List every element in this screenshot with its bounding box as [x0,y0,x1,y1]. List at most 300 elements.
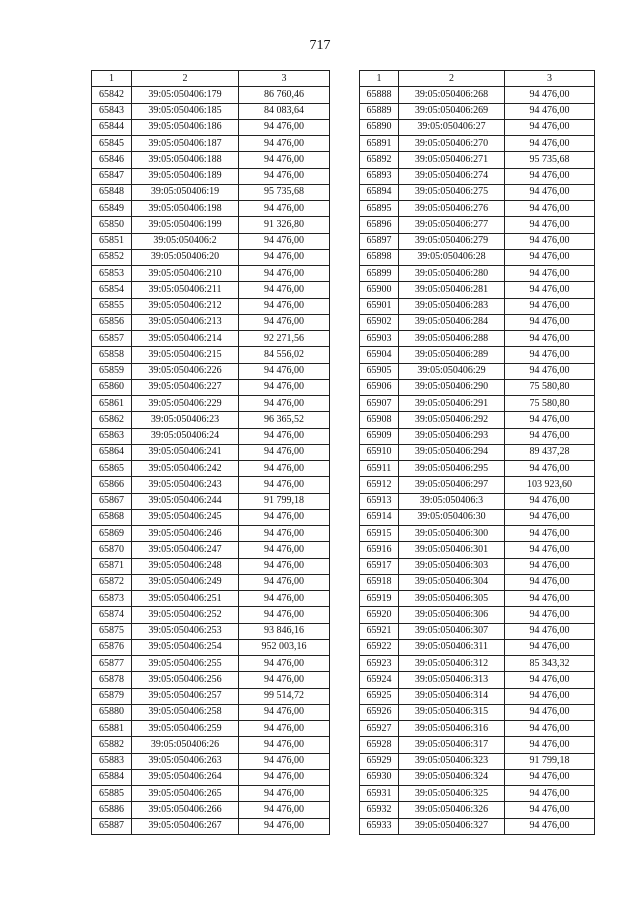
row-number-cell: 65911 [360,461,399,477]
cadastral-number-cell: 39:05:050406:313 [399,672,505,688]
cadastral-number-cell: 39:05:050406:20 [132,249,239,265]
table-row [360,282,595,298]
table-row [360,314,595,330]
row-number-cell: 65928 [360,737,399,753]
value-cell: 94 476,00 [505,331,595,347]
cadastral-number-cell: 39:05:050406:265 [132,786,239,802]
cadastral-number-cell: 39:05:050406:252 [132,607,239,623]
row-number-cell: 65913 [360,493,399,509]
cadastral-number-cell: 39:05:050406:23 [132,412,239,428]
row-number-cell: 65898 [360,249,399,265]
cadastral-number-cell: 39:05:050406:284 [399,314,505,330]
cadastral-number-cell: 39:05:050406:24 [132,428,239,444]
table-row [360,639,595,655]
row-number-cell: 65922 [360,639,399,655]
row-number-cell: 65904 [360,347,399,363]
cadastral-number-cell: 39:05:050406:263 [132,753,239,769]
table-row [92,266,330,282]
row-number-cell: 65920 [360,607,399,623]
value-cell: 94 476,00 [239,818,330,834]
table-row [360,509,595,525]
value-cell: 94 476,00 [239,282,330,298]
table-row [360,688,595,704]
table-row [360,574,595,590]
table-row [360,331,595,347]
value-cell: 94 476,00 [505,412,595,428]
value-cell: 94 476,00 [505,721,595,737]
value-cell: 94 476,00 [239,607,330,623]
table-row [92,314,330,330]
value-cell: 94 476,00 [239,298,330,314]
value-cell: 94 476,00 [505,493,595,509]
value-cell: 94 476,00 [239,526,330,542]
value-cell: 94 476,00 [239,444,330,460]
row-number-cell: 65870 [92,542,132,558]
cadastral-number-cell: 39:05:050406:325 [399,786,505,802]
table-row [360,87,595,103]
table-row [92,168,330,184]
row-number-cell: 65862 [92,412,132,428]
header-col-2: 2 [399,71,505,87]
cadastral-number-cell: 39:05:050406:291 [399,396,505,412]
cadastral-number-cell: 39:05:050406:244 [132,493,239,509]
cadastral-number-cell: 39:05:050406:26 [132,737,239,753]
table-row [360,704,595,720]
value-cell: 94 476,00 [239,379,330,395]
cadastral-table-left [91,70,330,835]
table-row [92,412,330,428]
cadastral-number-cell: 39:05:050406:255 [132,656,239,672]
cadastral-number-cell: 39:05:050406:226 [132,363,239,379]
table-row [92,201,330,217]
value-cell: 92 271,56 [239,331,330,347]
cadastral-number-cell: 39:05:050406:281 [399,282,505,298]
value-cell: 94 476,00 [239,542,330,558]
header-col-3: 3 [239,71,330,87]
row-number-cell: 65848 [92,184,132,200]
row-number-cell: 65907 [360,396,399,412]
cadastral-number-cell: 39:05:050406:288 [399,331,505,347]
value-cell: 94 476,00 [239,249,330,265]
value-cell: 94 476,00 [505,509,595,525]
table-row [360,249,595,265]
value-cell: 94 476,00 [505,282,595,298]
cadastral-number-cell: 39:05:050406:189 [132,168,239,184]
value-cell: 94 476,00 [239,786,330,802]
row-number-cell: 65914 [360,509,399,525]
table-row [360,363,595,379]
value-cell: 94 476,00 [505,184,595,200]
row-number-cell: 65919 [360,591,399,607]
row-number-cell: 65915 [360,526,399,542]
row-number-cell: 65847 [92,168,132,184]
header-col-2: 2 [132,71,239,87]
row-number-cell: 65864 [92,444,132,460]
value-cell: 94 476,00 [505,526,595,542]
row-number-cell: 65869 [92,526,132,542]
row-number-cell: 65878 [92,672,132,688]
row-number-cell: 65908 [360,412,399,428]
row-number-cell: 65861 [92,396,132,412]
cadastral-number-cell: 39:05:050406:315 [399,704,505,720]
table-row [360,607,595,623]
table-row [92,103,330,119]
row-number-cell: 65892 [360,152,399,168]
table-row [360,233,595,249]
value-cell: 91 799,18 [505,753,595,769]
row-number-cell: 65927 [360,721,399,737]
cadastral-number-cell: 39:05:050406:294 [399,444,505,460]
value-cell: 75 580,80 [505,396,595,412]
row-number-cell: 65844 [92,119,132,135]
row-number-cell: 65930 [360,769,399,785]
row-number-cell: 65909 [360,428,399,444]
cadastral-number-cell: 39:05:050406:283 [399,298,505,314]
value-cell: 94 476,00 [505,266,595,282]
value-cell: 94 476,00 [505,119,595,135]
row-number-cell: 65895 [360,201,399,217]
value-cell: 94 476,00 [505,201,595,217]
cadastral-number-cell: 39:05:050406:3 [399,493,505,509]
table-row [360,818,595,834]
cadastral-number-cell: 39:05:050406:276 [399,201,505,217]
value-cell: 94 476,00 [505,688,595,704]
table-body-right [360,87,595,835]
row-number-cell: 65877 [92,656,132,672]
table-row [360,802,595,818]
value-cell: 96 365,52 [239,412,330,428]
row-number-cell: 65923 [360,656,399,672]
row-number-cell: 65865 [92,461,132,477]
table-row [92,119,330,135]
value-cell: 94 476,00 [505,574,595,590]
value-cell: 91 326,80 [239,217,330,233]
row-number-cell: 65910 [360,444,399,460]
value-cell: 94 476,00 [505,363,595,379]
row-number-cell: 65866 [92,477,132,493]
row-number-cell: 65900 [360,282,399,298]
table-row [92,136,330,152]
row-number-cell: 65912 [360,477,399,493]
table-body-left [92,87,330,835]
row-number-cell: 65889 [360,103,399,119]
cadastral-number-cell: 39:05:050406:271 [399,152,505,168]
value-cell: 94 476,00 [239,119,330,135]
table-row [92,818,330,834]
value-cell: 94 476,00 [239,428,330,444]
row-number-cell: 65875 [92,623,132,639]
row-number-cell: 65929 [360,753,399,769]
table-row [360,444,595,460]
value-cell: 91 799,18 [239,493,330,509]
table-row [360,152,595,168]
cadastral-number-cell: 39:05:050406:27 [399,119,505,135]
row-number-cell: 65886 [92,802,132,818]
value-cell: 94 476,00 [239,656,330,672]
cadastral-number-cell: 39:05:050406:326 [399,802,505,818]
cadastral-number-cell: 39:05:050406:214 [132,331,239,347]
table-row [92,704,330,720]
row-number-cell: 65856 [92,314,132,330]
row-number-cell: 65890 [360,119,399,135]
table-row [92,282,330,298]
cadastral-number-cell: 39:05:050406:274 [399,168,505,184]
cadastral-number-cell: 39:05:050406:317 [399,737,505,753]
row-number-cell: 65883 [92,753,132,769]
value-cell: 952 003,16 [239,639,330,655]
table-row [360,753,595,769]
row-number-cell: 65884 [92,769,132,785]
row-number-cell: 65872 [92,574,132,590]
table-row [92,721,330,737]
value-cell: 94 476,00 [239,509,330,525]
cadastral-number-cell: 39:05:050406:312 [399,656,505,672]
table-row [360,542,595,558]
value-cell: 94 476,00 [505,461,595,477]
cadastral-number-cell: 39:05:050406:266 [132,802,239,818]
value-cell: 85 343,32 [505,656,595,672]
cadastral-number-cell: 39:05:050406:264 [132,769,239,785]
header-col-1: 1 [92,71,132,87]
cadastral-number-cell: 39:05:050406:306 [399,607,505,623]
cadastral-number-cell: 39:05:050406:316 [399,721,505,737]
row-number-cell: 65905 [360,363,399,379]
table-row [360,786,595,802]
row-number-cell: 65899 [360,266,399,282]
value-cell: 89 437,28 [505,444,595,460]
value-cell: 94 476,00 [505,623,595,639]
value-cell: 94 476,00 [505,298,595,314]
row-number-cell: 65854 [92,282,132,298]
value-cell: 94 476,00 [239,802,330,818]
table-row [360,379,595,395]
table-row [360,526,595,542]
row-number-cell: 65885 [92,786,132,802]
table-header-row [360,71,595,87]
row-number-cell: 65849 [92,201,132,217]
table-row [360,266,595,282]
table-row [92,607,330,623]
table-row [92,542,330,558]
value-cell: 94 476,00 [505,136,595,152]
table-row [360,119,595,135]
value-cell: 94 476,00 [239,233,330,249]
value-cell: 94 476,00 [239,168,330,184]
value-cell: 94 476,00 [239,363,330,379]
table-row [360,298,595,314]
row-number-cell: 65880 [92,704,132,720]
value-cell: 103 923,60 [505,477,595,493]
cadastral-number-cell: 39:05:050406:327 [399,818,505,834]
row-number-cell: 65931 [360,786,399,802]
cadastral-number-cell: 39:05:050406:256 [132,672,239,688]
row-number-cell: 65896 [360,217,399,233]
cadastral-number-cell: 39:05:050406:187 [132,136,239,152]
value-cell: 94 476,00 [505,704,595,720]
row-number-cell: 65893 [360,168,399,184]
row-number-cell: 65863 [92,428,132,444]
table-row [92,184,330,200]
header-col-1: 1 [360,71,399,87]
cadastral-number-cell: 39:05:050406:303 [399,558,505,574]
value-cell: 94 476,00 [505,786,595,802]
row-number-cell: 65916 [360,542,399,558]
row-number-cell: 65874 [92,607,132,623]
cadastral-number-cell: 39:05:050406:19 [132,184,239,200]
value-cell: 99 514,72 [239,688,330,704]
row-number-cell: 65867 [92,493,132,509]
row-number-cell: 65857 [92,331,132,347]
value-cell: 94 476,00 [505,233,595,249]
table-row [92,753,330,769]
value-cell: 86 760,46 [239,87,330,103]
row-number-cell: 65882 [92,737,132,753]
row-number-cell: 65852 [92,249,132,265]
page-number: 717 [309,38,331,53]
cadastral-number-cell: 39:05:050406:270 [399,136,505,152]
table-row [92,87,330,103]
cadastral-number-cell: 39:05:050406:305 [399,591,505,607]
value-cell: 94 476,00 [505,87,595,103]
table-row [92,656,330,672]
cadastral-number-cell: 39:05:050406:295 [399,461,505,477]
value-cell: 94 476,00 [239,704,330,720]
table-row [92,639,330,655]
row-number-cell: 65932 [360,802,399,818]
row-number-cell: 65897 [360,233,399,249]
table-row [92,802,330,818]
value-cell: 94 476,00 [239,574,330,590]
cadastral-number-cell: 39:05:050406:248 [132,558,239,574]
table-row [360,558,595,574]
cadastral-number-cell: 39:05:050406:28 [399,249,505,265]
table-row [360,184,595,200]
row-number-cell: 65921 [360,623,399,639]
row-number-cell: 65891 [360,136,399,152]
table-row [92,396,330,412]
value-cell: 94 476,00 [505,591,595,607]
table-row [360,347,595,363]
row-number-cell: 65858 [92,347,132,363]
value-cell: 94 476,00 [505,769,595,785]
value-cell: 94 476,00 [239,152,330,168]
cadastral-number-cell: 39:05:050406:279 [399,233,505,249]
table-row [360,396,595,412]
table-row [360,721,595,737]
row-number-cell: 65933 [360,818,399,834]
cadastral-number-cell: 39:05:050406:259 [132,721,239,737]
cadastral-number-cell: 39:05:050406:186 [132,119,239,135]
cadastral-number-cell: 39:05:050406:249 [132,574,239,590]
table-row [92,509,330,525]
value-cell: 94 476,00 [239,314,330,330]
cadastral-number-cell: 39:05:050406:2 [132,233,239,249]
table-row [360,672,595,688]
cadastral-number-cell: 39:05:050406:311 [399,639,505,655]
cadastral-number-cell: 39:05:050406:258 [132,704,239,720]
table-row [360,477,595,493]
value-cell: 94 476,00 [239,672,330,688]
row-number-cell: 65881 [92,721,132,737]
row-number-cell: 65887 [92,818,132,834]
cadastral-number-cell: 39:05:050406:185 [132,103,239,119]
value-cell: 94 476,00 [505,428,595,444]
row-number-cell: 65843 [92,103,132,119]
cadastral-number-cell: 39:05:050406:245 [132,509,239,525]
row-number-cell: 65855 [92,298,132,314]
table-row [360,656,595,672]
row-number-cell: 65917 [360,558,399,574]
cadastral-number-cell: 39:05:050406:257 [132,688,239,704]
row-number-cell: 65925 [360,688,399,704]
row-number-cell: 65888 [360,87,399,103]
table-row [92,688,330,704]
table-row [92,786,330,802]
row-number-cell: 65876 [92,639,132,655]
table-row [360,412,595,428]
table-row [92,526,330,542]
cadastral-number-cell: 39:05:050406:292 [399,412,505,428]
cadastral-number-cell: 39:05:050406:301 [399,542,505,558]
cadastral-number-cell: 39:05:050406:297 [399,477,505,493]
cadastral-number-cell: 39:05:050406:29 [399,363,505,379]
cadastral-number-cell: 39:05:050406:324 [399,769,505,785]
value-cell: 94 476,00 [239,591,330,607]
cadastral-number-cell: 39:05:050406:293 [399,428,505,444]
table-row [360,737,595,753]
cadastral-number-cell: 39:05:050406:304 [399,574,505,590]
cadastral-number-cell: 39:05:050406:179 [132,87,239,103]
cadastral-number-cell: 39:05:050406:307 [399,623,505,639]
value-cell: 94 476,00 [505,737,595,753]
table-row [92,623,330,639]
cadastral-number-cell: 39:05:050406:30 [399,509,505,525]
value-cell: 94 476,00 [505,249,595,265]
table-row [92,558,330,574]
row-number-cell: 65903 [360,331,399,347]
cadastral-number-cell: 39:05:050406:210 [132,266,239,282]
value-cell: 94 476,00 [505,542,595,558]
value-cell: 94 476,00 [505,639,595,655]
cadastral-number-cell: 39:05:050406:275 [399,184,505,200]
table-row [92,152,330,168]
row-number-cell: 65859 [92,363,132,379]
value-cell: 95 735,68 [505,152,595,168]
cadastral-number-cell: 39:05:050406:212 [132,298,239,314]
table-row [92,574,330,590]
value-cell: 94 476,00 [505,347,595,363]
cadastral-number-cell: 39:05:050406:267 [132,818,239,834]
row-number-cell: 65850 [92,217,132,233]
value-cell: 94 476,00 [239,558,330,574]
table-row [92,233,330,249]
cadastral-number-cell: 39:05:050406:246 [132,526,239,542]
table-row [360,217,595,233]
value-cell: 94 476,00 [239,753,330,769]
row-number-cell: 65902 [360,314,399,330]
cadastral-number-cell: 39:05:050406:211 [132,282,239,298]
table-row [92,461,330,477]
table-row [92,347,330,363]
table-row [360,591,595,607]
cadastral-number-cell: 39:05:050406:241 [132,444,239,460]
value-cell: 94 476,00 [239,136,330,152]
table-row [92,379,330,395]
table-row [360,461,595,477]
row-number-cell: 65894 [360,184,399,200]
cadastral-number-cell: 39:05:050406:243 [132,477,239,493]
table-row [360,428,595,444]
